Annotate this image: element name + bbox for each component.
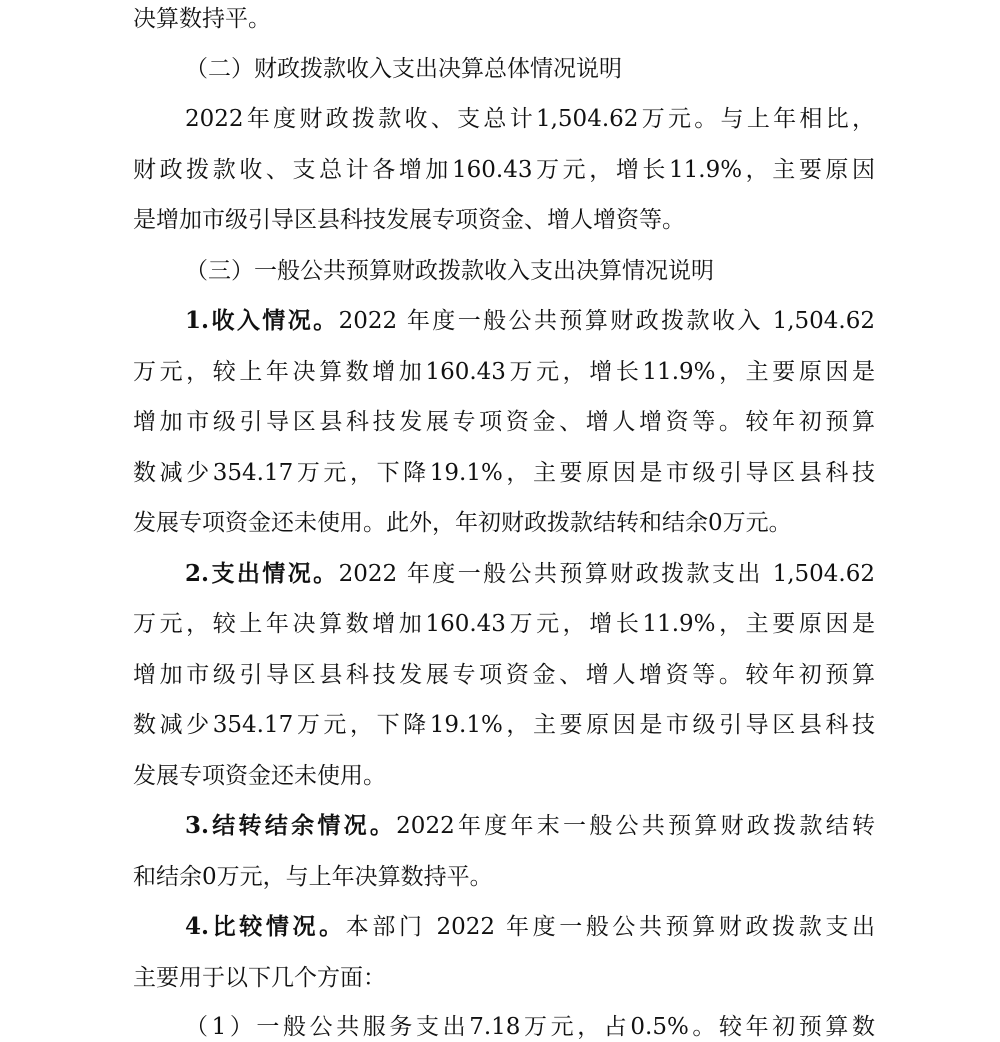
paragraph-line: [133, 761, 386, 791]
line-text: 本部门 2022 年度一般公共预算财政拨款支出: [345, 914, 875, 940]
subsection-label: 2.支出情况。: [185, 560, 339, 587]
paragraph-line: [185, 559, 875, 589]
paragraph-line: [185, 306, 875, 336]
heading-text: （二）财政拨款收入支出决算总体情况说明: [185, 56, 622, 82]
line-text: 增加市级引导区县科技发展专项资金、增人增资等。较年初预算: [133, 662, 875, 688]
line-text: 2022 年度一般公共预算财政拨款支出 1,504.62: [338, 561, 875, 587]
line-text: 2022年度财政拨款收、支总计1,504.62万元。与上年相比，: [185, 106, 875, 132]
paragraph-line: [133, 710, 875, 740]
line-text: 数减少354.17万元，下降19.1%，主要原因是市级引导区县科技: [133, 460, 875, 486]
paragraph-line: [185, 1012, 875, 1042]
subsection-label: 4.比较情况。: [185, 913, 346, 940]
paragraph-line: [133, 508, 792, 538]
section-heading: [185, 54, 622, 84]
paragraph-line: [133, 407, 875, 437]
paragraph-line: [133, 458, 875, 488]
line-text: 发展专项资金还未使用。: [133, 763, 386, 789]
paragraph-line: [185, 912, 875, 942]
paragraph-line: [133, 155, 875, 185]
line-text: 数减少354.17万元，下降19.1%，主要原因是市级引导区县科技: [133, 712, 875, 738]
line-text: 主要用于以下几个方面：: [133, 965, 386, 991]
paragraph-line: [133, 660, 875, 690]
line-text: 2022年度年末一般公共预算财政拨款结转: [396, 813, 875, 839]
line-text: 财政拨款收、支总计各增加160.43万元，增长11.9%，主要原因: [133, 157, 875, 183]
line-text: （1）一般公共服务支出7.18万元，占0.5%。较年初预算数: [185, 1014, 875, 1040]
paragraph-line: [133, 4, 271, 34]
line-text: 2022 年度一般公共预算财政拨款收入 1,504.62: [338, 308, 875, 334]
subsection-label: 3.结转结余情况。: [185, 812, 397, 839]
line-text: 发展专项资金还未使用。此外，年初财政拨款结转和结余0万元。: [133, 510, 792, 536]
paragraph-line: [133, 205, 685, 235]
section-heading: [185, 256, 714, 286]
line-text: 是增加市级引导区县科技发展专项资金、增人增资等。: [133, 207, 685, 233]
paragraph-line: [185, 104, 875, 134]
line-text: 增加市级引导区县科技发展专项资金、增人增资等。较年初预算: [133, 409, 875, 435]
paragraph-line: [133, 357, 875, 387]
subsection-label: 1.收入情况。: [185, 307, 339, 334]
line-text: 万元，较上年决算数增加160.43万元，增长11.9%，主要原因是: [133, 359, 875, 385]
paragraph-line: [133, 862, 493, 892]
paragraph-line: [133, 609, 875, 639]
heading-text: （三）一般公共预算财政拨款收入支出决算情况说明: [185, 258, 714, 284]
paragraph-line: [185, 811, 875, 841]
line-text: 决算数持平。: [133, 6, 271, 32]
paragraph-line: [133, 963, 386, 993]
line-text: 万元，较上年决算数增加160.43万元，增长11.9%，主要原因是: [133, 611, 875, 637]
line-text: 和结余0万元，与上年决算数持平。: [133, 864, 493, 890]
